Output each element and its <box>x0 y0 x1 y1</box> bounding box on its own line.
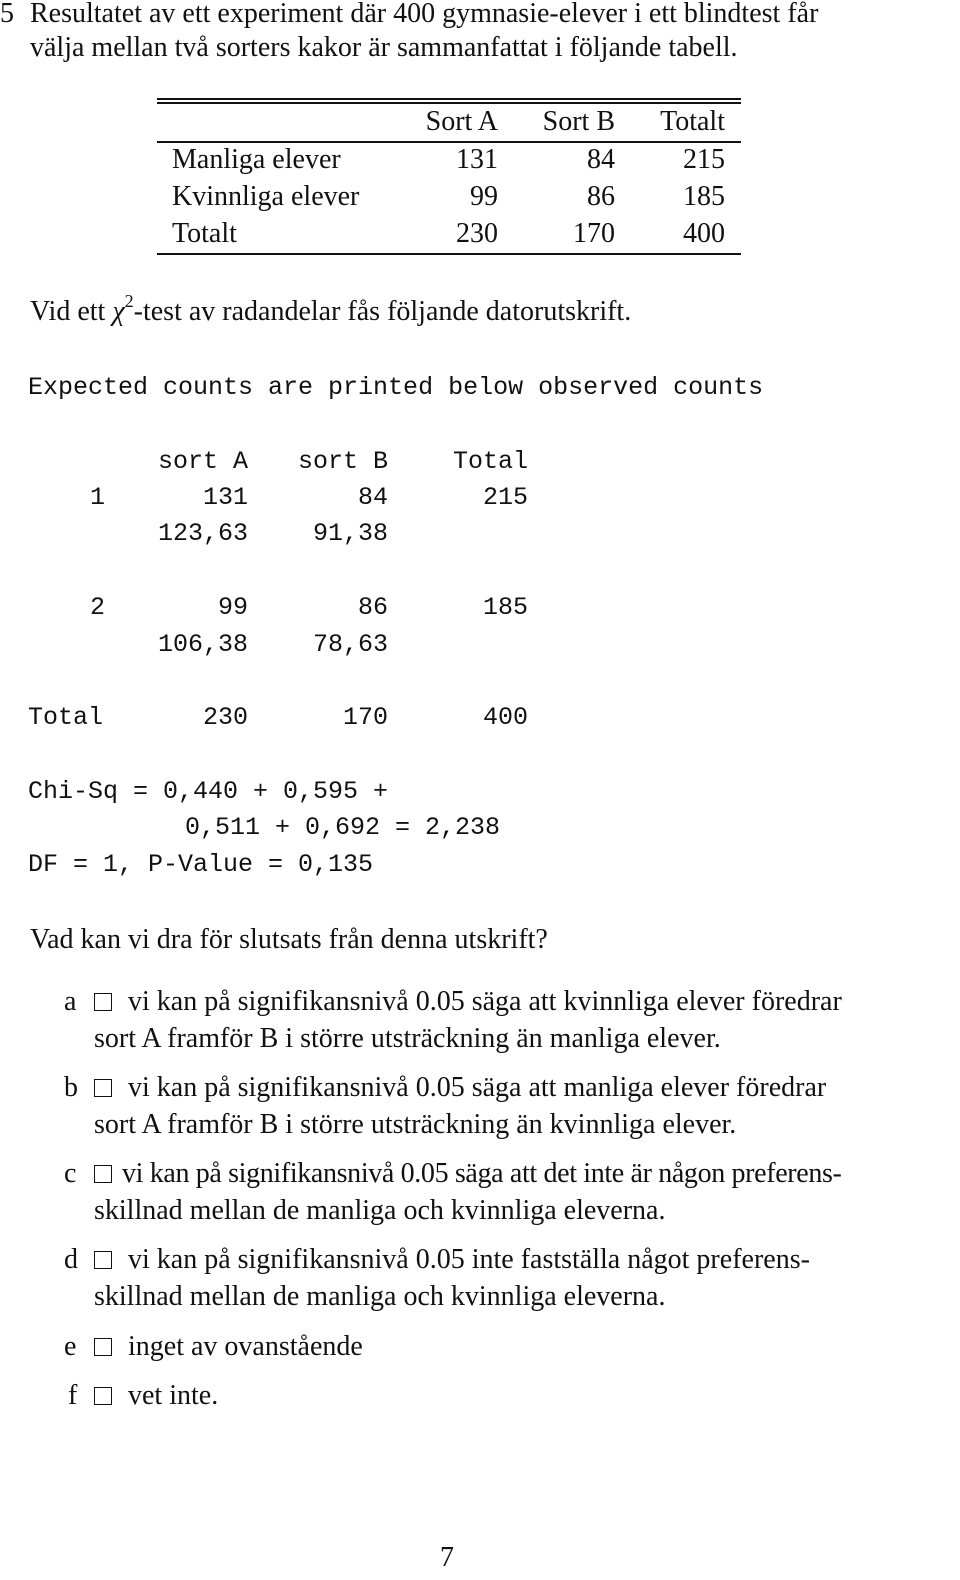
chisq-line-1: Chi-Sq = 0,440 + 0,595 + <box>28 777 389 806</box>
observed-count: 99 <box>217 593 248 622</box>
table-cell: 185 <box>683 181 725 212</box>
table-row-label: Manliga elever <box>172 144 341 175</box>
option-c-line2: skillnad mellan de manliga och kvinnliga eleverna. <box>94 1195 666 1226</box>
table-cell: 84 <box>587 144 615 175</box>
page-number: 7 <box>440 1542 454 1573</box>
printout-row-label: 1 <box>90 483 106 512</box>
checkbox-icon[interactable] <box>94 1165 112 1183</box>
table-header-sort-a: Sort A <box>425 106 498 137</box>
table-top-rule <box>157 98 741 100</box>
observed-count: 84 <box>357 483 388 512</box>
checkbox-icon[interactable] <box>94 1251 112 1269</box>
option-a-checkbox[interactable] <box>94 984 112 1020</box>
option-c-line1: vi kan på signifikansnivå 0.05 säga att det inte är någon preferens- <box>122 1158 842 1189</box>
observed-count: 131 <box>202 483 248 512</box>
intro-line-2: välja mellan två sorters kakor är sammanfattat i följande tabell. <box>30 32 738 63</box>
option-e-line1: inget av ovanstående <box>128 1331 363 1362</box>
option-letter: e <box>64 1331 77 1362</box>
intro-line-1: Resultatet av ett experiment där 400 gymnasie-elever i ett blindtest får <box>30 0 819 29</box>
option-d-line2: skillnad mellan de manliga och kvinnliga eleverna. <box>94 1281 666 1312</box>
printout-total-value: 230 <box>202 703 248 732</box>
option-letter: b <box>64 1072 78 1103</box>
question-text: Vad kan vi dra för slutsats från denna utskrift? <box>30 924 548 955</box>
option-b-checkbox[interactable] <box>94 1070 112 1106</box>
checkbox-icon[interactable] <box>94 1387 112 1405</box>
table-cell: 400 <box>683 218 725 249</box>
option-letter: a <box>64 986 77 1017</box>
table-row-label: Kvinnliga elever <box>172 181 360 212</box>
test-sentence-after: -test av radandelar fås följande datorutskrift. <box>133 296 632 327</box>
expected-note: Expected counts are printed below observed counts <box>28 373 764 402</box>
option-a-line1: vi kan på signifikansnivå 0.05 säga att kvinnliga elever föredrar <box>128 986 842 1017</box>
table-header-totalt: Totalt <box>660 106 725 137</box>
option-b-line2: sort A framför B i större utsträckning än kvinnliga elever. <box>94 1109 737 1140</box>
expected-count: 123,63 <box>157 519 248 548</box>
option-c-checkbox[interactable] <box>94 1156 112 1192</box>
expected-count: 106,38 <box>157 630 248 659</box>
table-bottom-rule <box>157 253 741 255</box>
printout-row-label: 2 <box>90 593 106 622</box>
printout-header-total: Total <box>452 447 528 476</box>
problem-number: 5 <box>0 0 14 29</box>
table-cell: 86 <box>587 181 615 212</box>
test-sentence <box>30 290 632 330</box>
option-letter: c <box>64 1158 77 1189</box>
table-header-sort-b: Sort B <box>542 106 615 137</box>
expected-count: 78,63 <box>312 630 388 659</box>
option-f-line1: vet inte. <box>128 1380 219 1411</box>
chisq-line-2: 0,511 + 0,692 = 2,238 <box>185 813 501 842</box>
chi-symbol: χ <box>112 296 125 327</box>
observed-count: 86 <box>357 593 388 622</box>
table-cell: 230 <box>456 218 498 249</box>
option-f-checkbox[interactable] <box>94 1378 112 1414</box>
observed-total: 185 <box>482 593 528 622</box>
observed-total: 215 <box>482 483 528 512</box>
table-cell: 170 <box>573 218 615 249</box>
table-cell: 99 <box>470 181 498 212</box>
option-d-line1: vi kan på signifikansnivå 0.05 inte fastställa något preferens- <box>128 1244 810 1275</box>
printout-header-sort-a: sort A <box>157 447 248 476</box>
table-cell: 131 <box>456 144 498 175</box>
expected-count: 91,38 <box>312 519 388 548</box>
printout-total-value: 400 <box>482 703 528 732</box>
option-letter: d <box>64 1244 78 1275</box>
test-sentence-before: Vid ett <box>30 296 113 327</box>
option-d-checkbox[interactable] <box>94 1242 112 1278</box>
option-a-line2: sort A framför B i större utsträckning än manliga elever. <box>94 1023 721 1054</box>
checkbox-icon[interactable] <box>94 993 112 1011</box>
option-letter: f <box>68 1380 78 1411</box>
table-row-label: Totalt <box>172 218 237 249</box>
option-e-checkbox[interactable] <box>94 1329 112 1365</box>
printout-total-value: 170 <box>342 703 388 732</box>
checkbox-icon[interactable] <box>94 1079 112 1097</box>
checkbox-icon[interactable] <box>94 1338 112 1356</box>
option-b-line1: vi kan på signifikansnivå 0.05 säga att manliga elever föredrar <box>128 1072 827 1103</box>
df-pvalue-line: DF = 1, P-Value = 0,135 <box>28 850 374 879</box>
chi-exponent: 2 <box>124 290 134 311</box>
table-cell: 215 <box>683 144 725 175</box>
printout-total-label: Total <box>28 703 104 732</box>
printout-header-sort-b: sort B <box>297 447 388 476</box>
